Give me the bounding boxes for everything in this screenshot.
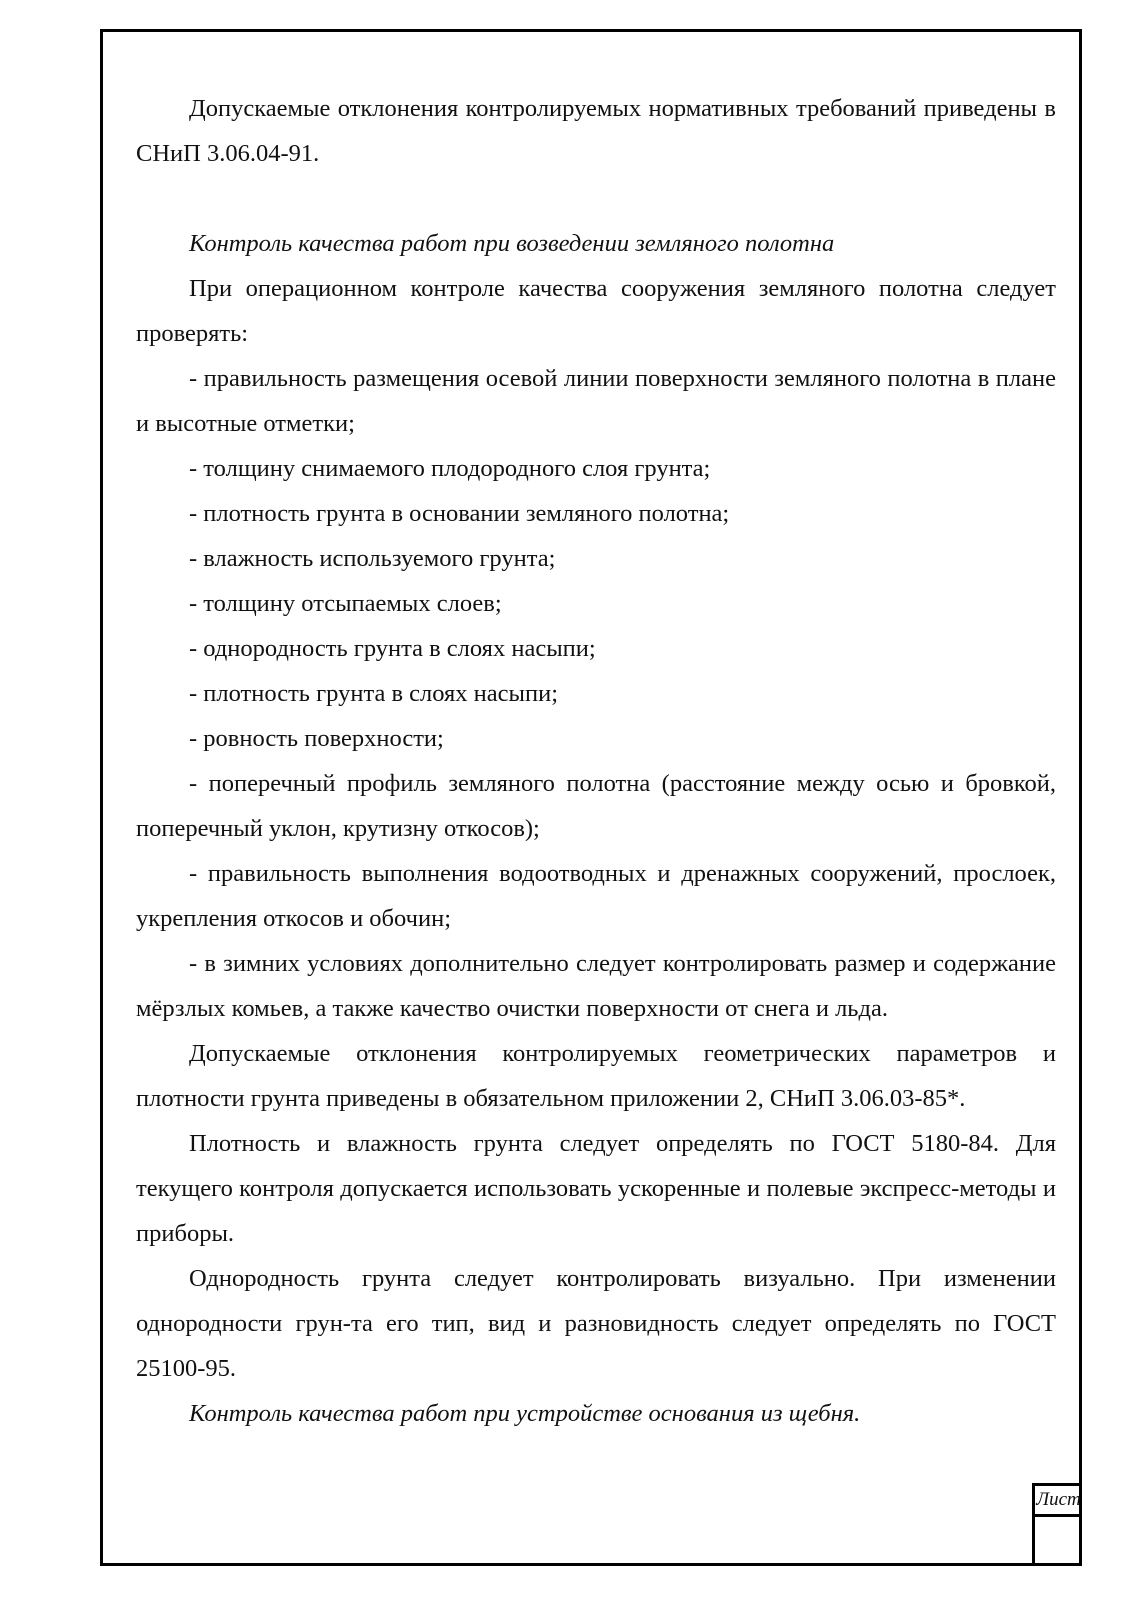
document-body <box>136 86 1056 1436</box>
list-item: - плотность грунта в слоях насыпи; <box>189 680 559 707</box>
list-item: - толщину снимаемого плодородного слоя грунта; <box>189 455 711 482</box>
paragraph-deviations-snip-04: Допускаемые отклонения контролируемых нормативных требований приведены в СНиП 3.06.04-91. <box>136 95 1056 167</box>
sheet-label: Лист <box>1035 1486 1082 1517</box>
list-item: - правильность размещения осевой линии поверхности земляного полотна в плане и высотные отметки; <box>136 365 1056 437</box>
list-item: - ровность поверхности; <box>189 725 444 752</box>
paragraph-spacer <box>136 176 1056 221</box>
list-item: - толщину отсыпаемых слоев; <box>189 590 502 617</box>
list-item: - поперечный профиль земляного полотна (расстояние между осью и бровкой, поперечный уклон, крутизну откосов); <box>136 770 1056 842</box>
title-block-sheet-cell <box>1032 1483 1082 1566</box>
list-item: - правильность выполнения водоотводных и дренажных сооружений, прослоек, укрепления откосов и обочин; <box>136 860 1056 932</box>
paragraph-homogeneity: Однородность грунта следует контролировать визуально. При изменении однородности грун-та его тип, вид и разновидность следует определять по ГОСТ 25100-95. <box>136 1265 1056 1382</box>
paragraph-deviations-snip-03: Допускаемые отклонения контролируемых геометрических параметров и плотности грунта приведены в обязательном приложении 2, СНиП 3.06.03-85*. <box>136 1040 1056 1112</box>
list-item: - влажность используемого грунта; <box>189 545 556 572</box>
paragraph-density-moisture: Плотность и влажность грунта следует определять по ГОСТ 5180-84. Для текущего контроля допускается использовать ускоренные и полевые экспресс-методы и приборы. <box>136 1130 1056 1247</box>
paragraph-operational-control: При операционном контроле качества сооружения земляного полотна следует проверять: <box>136 275 1056 347</box>
section-heading-earthwork-control: Контроль качества работ при возведении земляного полотна <box>189 230 835 257</box>
list-item: - плотность грунта в основании земляного полотна; <box>189 500 730 527</box>
section-heading-gravel-base-control: Контроль качества работ при устройстве основания из щебня. <box>189 1400 861 1427</box>
list-item: - однородность грунта в слоях насыпи; <box>189 635 596 662</box>
list-item: - в зимних условиях дополнительно следует контролировать размер и содержание мёрзлых комьев, а также качество очистки поверхности от снега и льда. <box>136 950 1056 1022</box>
